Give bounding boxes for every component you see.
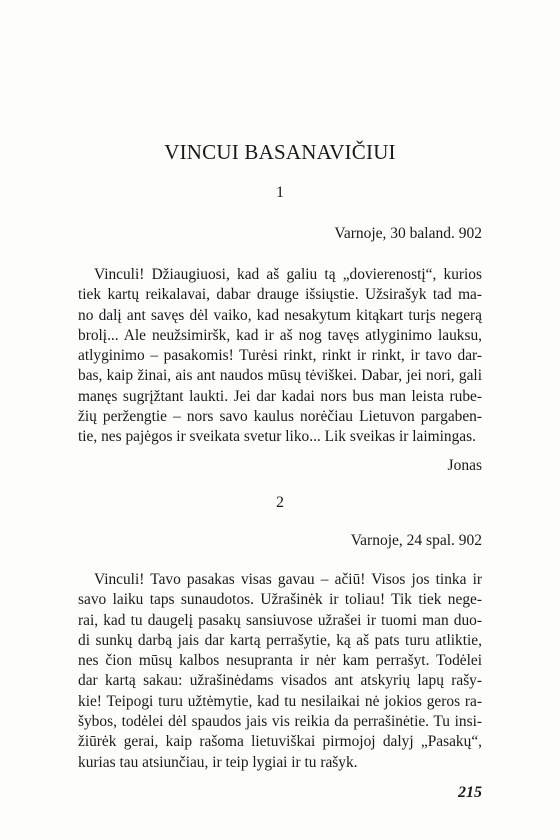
- text-line: atlyginimo – pasakomis! Turėsi rinkt, rinkt ir rinkt, ir tavo dar-: [78, 347, 482, 365]
- text-line: savo laiku taps sunaudotos. Užrašinėk ir toliau! Tik tiek nege-: [78, 591, 482, 609]
- letter-2-body: [78, 570, 482, 773]
- text-line: žiūrėk gerai, kaip rašoma lietuviškai pirmojoj dalyj „Pasakų“,: [78, 733, 482, 751]
- page-number: 215: [458, 784, 482, 801]
- text-line: di sunkų darbą jais dar kartą perrašytie, ką aš pats turu atliktie,: [78, 631, 482, 649]
- letter-2-dateline: Varnoje, 24 spal. 902: [350, 532, 482, 549]
- text-line: Vinculi! Džiaugiuosi, kad aš galiu tą „dovierenostį“, kurios: [94, 266, 482, 283]
- text-line: kie! Teipogi turu užtėmytie, kad tu nesilaikai nė jokios geros ra-: [78, 692, 482, 710]
- text-line: manęs sugrįžtant laukti. Jei dar kadai nors bus man leista rube-: [78, 387, 482, 405]
- text-line: brolį... Ale neužsimiršk, kad ir aš nog tavęs atlyginimo lauksu,: [78, 326, 482, 344]
- letter-2-number: 2: [276, 494, 284, 511]
- letter-1-number: 1: [276, 184, 284, 201]
- text-line: no dalį ant savęs dėl vaiko, kad nesakytum kitąkart turįs negerą: [78, 306, 482, 324]
- text-line: šybos, todėlei dėl spaudos jais vis reikia da perrašinėtie. Tu insi-: [78, 713, 482, 731]
- text-line: tiek kartų reikalavai, dabar drauge išsiųstie. Užsirašyk tad ma-: [78, 286, 482, 304]
- letter-1-body: [78, 265, 482, 448]
- text-line: tie, nes pajėgos ir sveikata svetur liko... Lik sveikas ir laimingas.: [78, 428, 476, 446]
- text-line: Vinculi! Tavo pasakas visas gavau – ačiū! Visos jos tinka ir: [94, 571, 482, 588]
- page-title: VINCUI BASANAVIČIUI: [164, 140, 396, 164]
- text-line: bas, kaip žinai, ais ant naudos mūsų tėviškei. Dabar, jei nori, gali: [78, 367, 482, 385]
- text-line: rai, kad tu daugelį pasakų sansiuvose užrašei ir tuomi man duo-: [78, 611, 482, 629]
- letter-1-dateline: Varnoje, 30 baland. 902: [334, 225, 482, 242]
- text-line: kurias tau atsiunčiau, ir teip lygiai ir tu rašyk.: [78, 753, 358, 771]
- text-line: nes čion mūsų kalbos nesupranta ir nėr kam perrašyt. Todėlei: [78, 652, 482, 670]
- letter-1-signature: Jonas: [447, 457, 482, 474]
- text-line: žių peržengtie – nors savo kaulus norėčiau Lietuvon pargaben-: [78, 408, 482, 426]
- text-line: dar kartą sakau: užrašinėdams visados ant atskyrių lapų rašy-: [78, 672, 482, 690]
